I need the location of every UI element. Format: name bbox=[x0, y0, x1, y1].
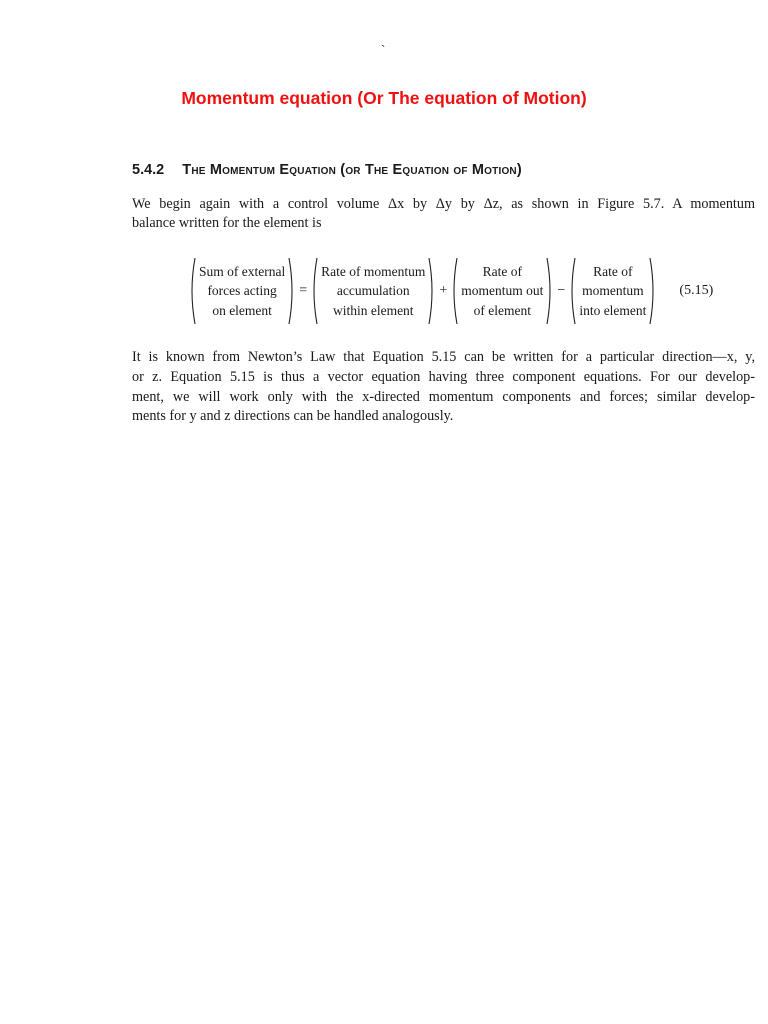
right-paren-icon bbox=[428, 257, 436, 325]
equation-term bbox=[188, 256, 296, 326]
equation-operator: + bbox=[439, 283, 448, 298]
paragraph1-line: balance written for the element is bbox=[132, 215, 322, 231]
equation-operator: − bbox=[557, 283, 566, 298]
equation-term-text bbox=[196, 262, 288, 321]
left-paren-icon bbox=[188, 257, 196, 325]
equation-term-line: Sum of external bbox=[199, 263, 286, 279]
equation-term-line: on element bbox=[212, 302, 272, 318]
momentum-balance-equation bbox=[188, 256, 713, 326]
paragraph1-line: We begin again with a control volume Δx by Δy by Δz, as shown in Figure 5.7. A momentum bbox=[132, 196, 755, 212]
equation-term-line: Rate of bbox=[482, 263, 523, 279]
equation-term-text bbox=[318, 262, 428, 321]
right-paren-icon bbox=[546, 257, 554, 325]
paragraph2-line: or z. Equation 5.15 is thus a vector equation having three component equations. For our develop- bbox=[132, 369, 755, 385]
paragraph2-line: It is known from Newton’s Law that Equation 5.15 can be written for a particular direction—x, y, bbox=[132, 349, 755, 365]
equation-term-text bbox=[576, 262, 649, 321]
page-title: Momentum equation (Or The equation of Motion) bbox=[181, 88, 587, 108]
equation-term-line: accumulation bbox=[336, 283, 410, 299]
right-paren-icon bbox=[649, 257, 657, 325]
equation-term bbox=[310, 256, 436, 326]
equation-term-line: into element bbox=[579, 302, 647, 318]
left-paren-icon bbox=[310, 257, 318, 325]
section-title: The Momentum Equation (or The Equation of Motion) bbox=[182, 162, 522, 178]
equation-term-line: momentum out bbox=[461, 283, 544, 299]
stray-mark: ` bbox=[381, 42, 386, 57]
equation-term-text bbox=[458, 262, 546, 321]
equation-term bbox=[450, 256, 554, 326]
paragraph2-line: ments for y and z directions can be handled analogously. bbox=[132, 408, 454, 424]
left-paren-icon bbox=[568, 257, 576, 325]
equation-term-line: within element bbox=[332, 302, 414, 318]
equation-term-line: of element bbox=[473, 302, 532, 318]
left-paren-icon bbox=[450, 257, 458, 325]
equation-term-line: forces acting bbox=[207, 283, 277, 299]
equation-term-line: Rate of momentum bbox=[321, 263, 426, 279]
paragraph2-line: ment, we will work only with the x-directed momentum components and forces; similar develop- bbox=[132, 389, 755, 405]
equation-operator: = bbox=[299, 283, 308, 298]
section-heading bbox=[132, 162, 522, 178]
equation-term-line: Rate of bbox=[593, 263, 633, 279]
right-paren-icon bbox=[288, 257, 296, 325]
equation-number: (5.15) bbox=[679, 283, 714, 298]
section-number: 5.4.2 bbox=[132, 162, 165, 178]
equation-term bbox=[568, 256, 657, 326]
equation-term-line: momentum bbox=[582, 283, 644, 299]
